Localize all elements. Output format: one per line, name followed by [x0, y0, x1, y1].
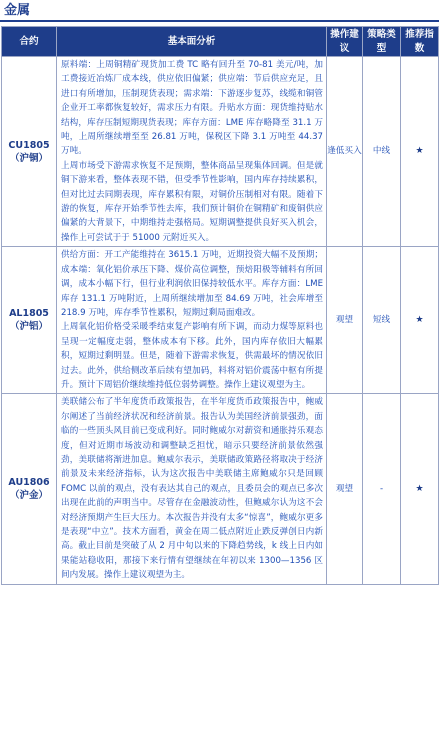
table-row [2, 247, 439, 394]
contract-code: AL1805 [9, 308, 49, 320]
header-contract: 合约 [2, 27, 57, 57]
strategy-cell: 中线 [363, 57, 401, 247]
header-analysis: 基本面分析 [57, 27, 327, 57]
contract-name: （沪金） [9, 489, 48, 501]
analysis-paragraph: 美联储公布了半年度货币政策报告，在半年度货币政策报告中，鲍威尔阐述了当前经济状况和经济前景。报告认为美国经济前景强劲，面临的一些顶头风目前已变成利好。同时鲍威尔对薪资和通胀持乐观态度，但对近期市场波动和调整缺乏担忧，暗示只要经济前景依然强劲，美联储将渐进加息。鲍威尔表示，美联储政策路径将取决于经济前景及未来经济指标，认为这次报告中美联储主席鲍威尔只是回顾 FOMC 以前的观点，没有表达其自己的观点，且委员会的观点已多次出现在此前的声明当中。尽管存在金融波动性，但鲍威尔认为这不会对经济预期产生巨大压力。本次报告并没有太多“惊喜”，鲍威尔更多是表现“中立”。技术方面看，黄金在周二低点附近止跌反弹创日内新高。截止目前是突破了从 2 月中旬以来的下降趋势线，k 线上日内如果能站稳收阳，那接下来行情有望继续在年初以来 1300—1356 区间内发展。操作上建议观望为主。 [61, 397, 323, 581]
header-recommend: 推荐指数 [401, 27, 439, 57]
contract-code: CU1805 [8, 139, 50, 151]
table-header-row [2, 27, 439, 57]
operation-cell: 逢低买入 [327, 57, 363, 247]
section-title: 金属 [0, 0, 439, 22]
contract-cell [2, 247, 57, 394]
analysis-paragraph: 原料端：上周铜精矿现货加工费 TC 略有回升至 70-81 美元/吨，加工费接近冶炼厂成本线，供应依旧偏紧；供应端：节后供应充足，且进口有所增加，压制现货表现；需求端：下游逐步复苏，线缆和铜管企业开工率都恢复较好，需求压力有限。升贴水方面：现货维持贴水结构，库存压制短期现货表现；库存方面：LME 库存略降至 31.1 万吨，上周所继续增至至 26.81 万吨，保税区下降 3.1 万吨至 44.37 万吨。 [61, 60, 323, 157]
contract-cell [2, 57, 57, 247]
contract-code: AU1806 [8, 476, 50, 488]
strategy-cell: 短线 [363, 247, 401, 394]
metals-table [1, 26, 439, 585]
recommend-star: ★ [401, 247, 439, 394]
strategy-cell: - [363, 394, 401, 584]
contract-name: （沪铜） [9, 152, 48, 164]
contract-name: （沪铝） [9, 321, 48, 333]
table-row [2, 57, 439, 247]
operation-cell: 观望 [327, 247, 363, 394]
contract-cell [2, 394, 57, 584]
analysis-paragraph: 供给方面：开工产能维持在 3615.1 万吨，近期投资大幅不及预期；成本端：氧化铝价承压下降、煤价高位调整，预焙阳极等辅料有所回调，成本小幅下行，但行业利润依旧保持较低水平。库存方面：LME 库存 131.1 万吨附近，上周所继续增加至 84.69 万吨，社会库增至 218.9 万吨，库存季节性累积，短期过剩局面难改。 [61, 250, 323, 318]
table-row [2, 394, 439, 584]
recommend-star: ★ [401, 394, 439, 584]
analysis-paragraph: 上周市场受下游需求恢复不足预期，整体商品呈现集体回调。但是就铜下游来看，整体表现不错，但受季节性影响，国内库存持续累积，但对比过去同期表现，库存累积有限，对铜价压制相对有限。随着下游的恢复，库存开始季节性去库，我们预计铜价在铜精矿和废铜供应偏紧的大背景下，中期维持走强格局。短期调整提供良好买入机会，操作上可尝试于于 51000 元附近买入。 [61, 160, 323, 243]
analysis-cell [57, 247, 327, 394]
analysis-cell [57, 57, 327, 247]
analysis-cell [57, 394, 327, 584]
header-operation: 操作建议 [327, 27, 363, 57]
analysis-paragraph: 上周氧化铝价格受采暖季结束复产影响有所下调，而动力煤等原料也呈现一定幅度走弱，整体成本有下移。此外，国内库存依旧大幅累积，短期过剩明显。但是，随着下游需求恢复，供需最坏的情况依旧过去。此外，供给侧改革后续有望加码，料将对铝价震荡中枢有所提升。预计下周铝价继续维持低位弱势调整。操作上建议观望为主。 [61, 322, 323, 390]
header-strategy: 策略类型 [363, 27, 401, 57]
operation-cell: 观望 [327, 394, 363, 584]
recommend-star: ★ [401, 57, 439, 247]
